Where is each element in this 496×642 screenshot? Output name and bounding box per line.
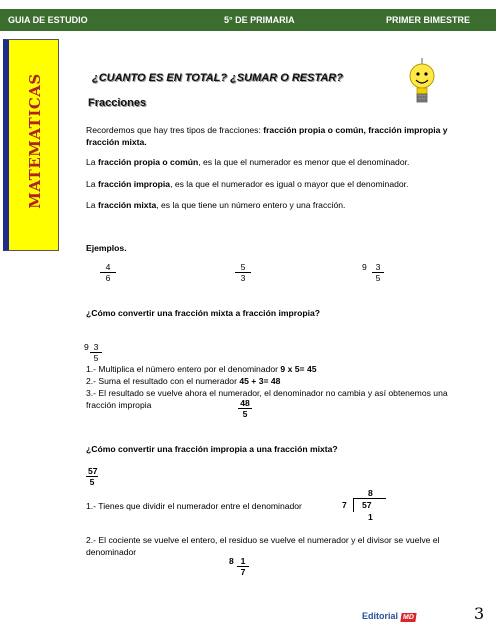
header-guide-label: GUIA DE ESTUDIO	[8, 15, 88, 25]
intro-text: Recordemos que hay tres tipos de fracciones:	[86, 125, 264, 135]
section1-step1: 1.- Multiplica el número entero por el denominador 9 x 5= 45	[86, 364, 317, 374]
subject-tab	[3, 39, 59, 251]
publisher-logo: Editorial MD	[362, 611, 415, 622]
header-term-label: PRIMER BIMESTRE	[386, 15, 471, 25]
example-fraction-proper: $\frac{4}{6}$	[100, 262, 116, 283]
example-fraction-improper: $\frac{5}{3}$	[235, 262, 251, 283]
lightbulb-icon	[408, 58, 436, 108]
section2-step1: 1.- Tienes que dividir el numerador entre el denominador	[86, 501, 302, 511]
section1-result-fraction: $\frac{48}{5}$	[238, 398, 252, 419]
intro-paragraph	[86, 124, 456, 148]
division-dividend: 57	[362, 500, 372, 510]
examples-label: Ejemplos.	[86, 243, 127, 253]
page-number: 3	[474, 604, 485, 623]
division-remainder: 1	[368, 512, 373, 522]
section1-step3: 3.- El resultado se vuelve ahora el numerador, el denominador no cambia y así obtenemos una fracción impropia	[86, 388, 448, 410]
definition-improper: La fracción impropia, es la que el numerador es igual o mayor que el denominador.	[86, 179, 409, 189]
section2-step2: 2.- El cociente se vuelve el entero, el residuo se vuelve el numerador y el divisor se vuelve el denominador	[86, 535, 440, 557]
intro-fraction-types: fracción propia o común, fracción impropia y fracción mixta.	[86, 125, 448, 147]
header-grade-label: 5° DE PRIMARIA	[224, 15, 295, 25]
page-title: ¿CUANTO ES EN TOTAL? ¿SUMAR O RESTAR?	[92, 72, 343, 84]
definition-mixed: La fracción mixta, es la que tiene un número entero y una fracción.	[86, 200, 346, 210]
long-division	[340, 488, 390, 524]
division-divisor: 7	[342, 500, 347, 510]
section-subtitle: Fracciones	[88, 97, 147, 109]
section1-step2: 2.- Suma el resultado con el numerador 45 + 3= 48	[86, 376, 281, 386]
definition-proper: La fracción propia o común, es la que el numerador es menor que el denominador.	[86, 157, 410, 167]
subject-label: MATEMATICAS	[26, 73, 44, 209]
section1-question: ¿Cómo convertir una fracción mixta a fracción impropia?	[86, 308, 320, 318]
division-quotient: 8	[368, 488, 373, 498]
section2-improper-fraction: $\frac{57}{5}$	[88, 466, 98, 487]
header-bar	[0, 9, 496, 31]
section2-question: ¿Cómo convertir una fracción impropia a una fracción mixta?	[86, 444, 338, 454]
